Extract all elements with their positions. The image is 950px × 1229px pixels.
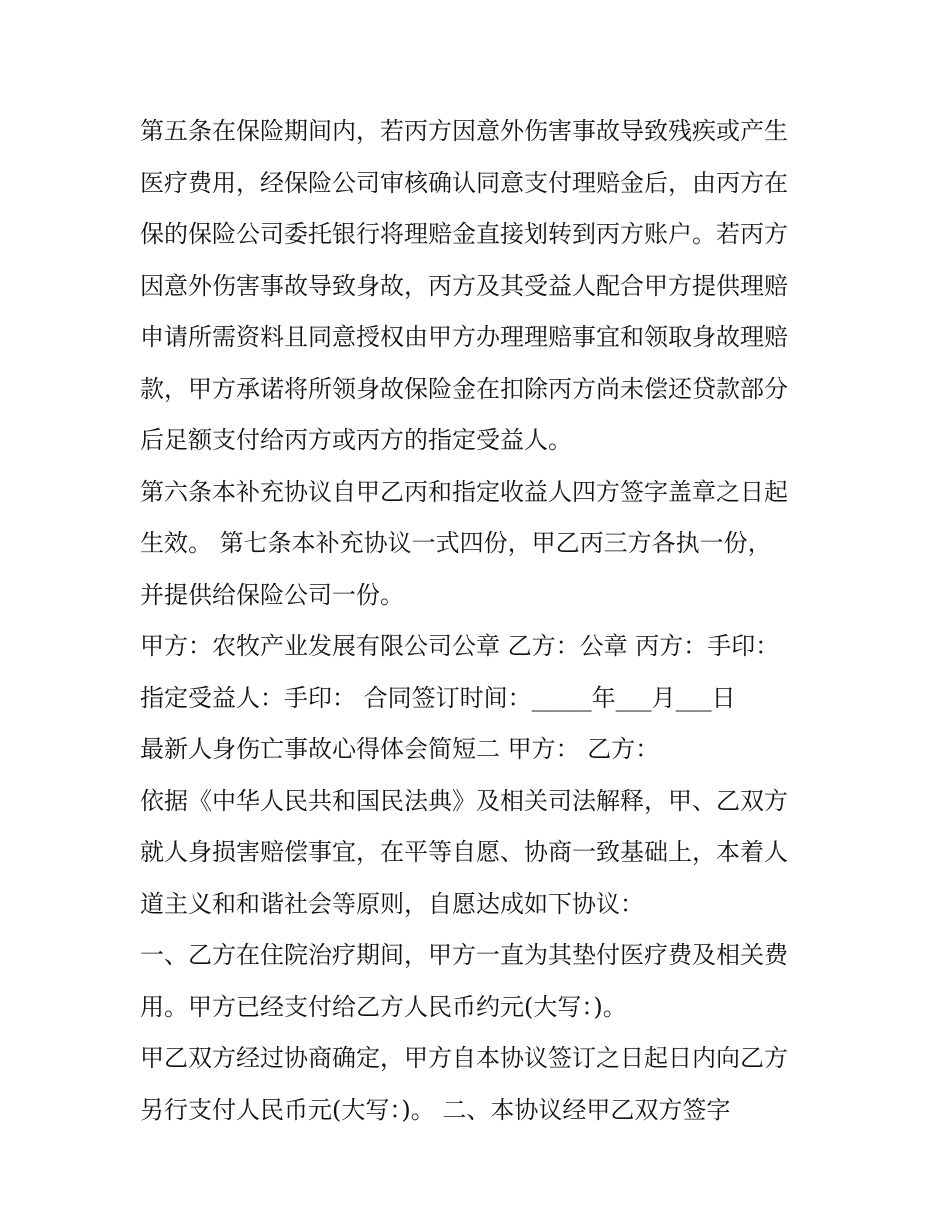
text-line: 依据《中华人民共和国民法典》及相关司法解释，甲、乙双方 xyxy=(140,786,788,815)
text-line: 甲乙双方经过协商确定，甲方自本协议签订之日起日内向乙方 xyxy=(140,1044,788,1072)
text-line: 甲方：农牧产业发展有限公司公章 乙方：公章 丙方：手印： xyxy=(140,632,780,660)
text-line: 用。甲方已经支付给乙方人民币约元(大写：)。 xyxy=(140,992,627,1021)
text-line: 保的保险公司委托银行将理赔金直接划转到丙方账户。若丙方 xyxy=(140,220,788,248)
paragraph-payment-terms xyxy=(140,1033,830,1136)
text-line: 指定受益人：手印： 合同签订时间：_____年___月___日 xyxy=(140,683,736,712)
text-line: 款，甲方承诺将所领身故保险金在扣除丙方尚未偿还贷款部分 xyxy=(140,374,788,403)
text-line: 因意外伤害事故导致身故，丙方及其受益人配合甲方提供理赔 xyxy=(140,271,788,300)
text-line: 一、乙方在住院治疗期间，甲方一直为其垫付医疗费及相关费 xyxy=(140,941,788,969)
text-line: 第六条本补充协议自甲乙丙和指定收益人四方签字盖章之日起 xyxy=(140,477,788,506)
text-line: 生效。 第七条本补充协议一式四份，甲乙丙三方各执一份， xyxy=(140,529,772,557)
text-line: 最新人身伤亡事故心得体会简短二 甲方： 乙方： xyxy=(140,735,660,763)
text-line: 道主义和和谐社会等原则，自愿达成如下协议： xyxy=(140,889,644,918)
text-line: 并提供给保险公司一份。 xyxy=(140,580,404,609)
paragraph-article-6-7 xyxy=(140,467,830,622)
text-line: 另行支付人民币元(大写：)。 二、本协议经甲乙双方签字 xyxy=(140,1095,731,1124)
paragraph-signatories xyxy=(140,621,830,673)
document-body xyxy=(140,106,830,1136)
text-line: 医疗费用，经保险公司审核确认同意支付理赔金后，由丙方在 xyxy=(140,168,788,197)
paragraph-legal-basis xyxy=(140,776,830,931)
text-line: 就人身损害赔偿事宜，在平等自愿、协商一致基础上，本着人 xyxy=(140,838,788,866)
text-line: 第五条在保险期间内，若丙方因意外伤害事故导致残疾或产生 xyxy=(140,117,788,145)
paragraph-second-agreement-heading xyxy=(140,724,830,776)
text-line: 申请所需资料且同意授权由甲方办理理赔事宜和领取身故理赔 xyxy=(140,323,788,351)
text-line: 后足额支付给丙方或丙方的指定受益人。 xyxy=(140,426,572,454)
paragraph-clause-1 xyxy=(140,930,830,1033)
paragraph-signing-date xyxy=(140,673,830,725)
paragraph-article-5 xyxy=(140,106,830,467)
